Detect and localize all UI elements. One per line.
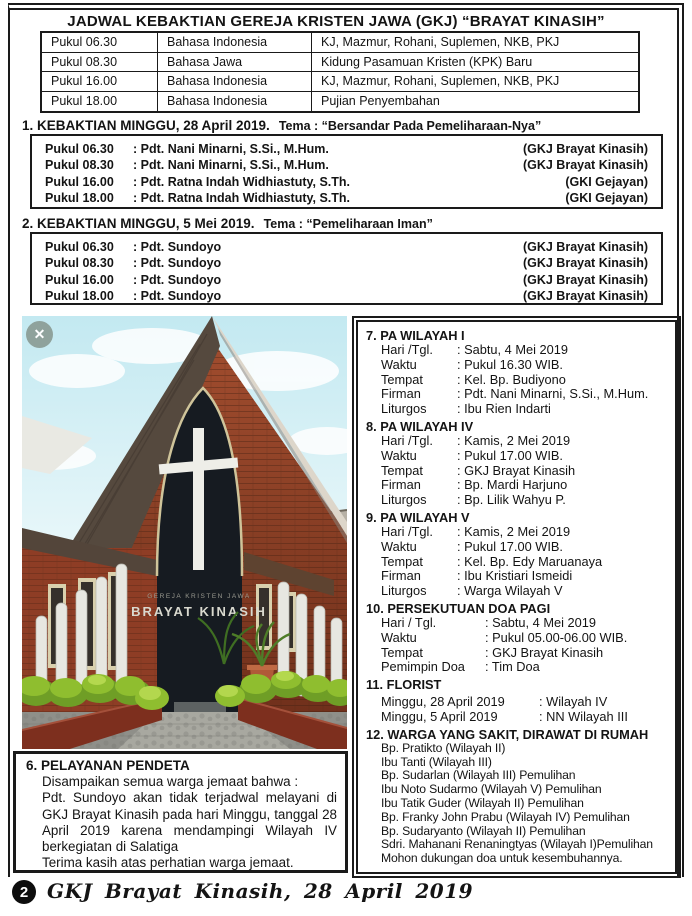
- sign-line2: BRAYAT KINASIH: [131, 604, 267, 619]
- table-cell-time: Pukul 08.30: [42, 53, 158, 73]
- church-photo-illustration: [22, 316, 347, 749]
- detail-row: Minggu, 28 April 2019 : Wilayah IV: [381, 694, 608, 710]
- section2-box: [30, 232, 663, 305]
- sick-person: Ibu Tanti (Wilayah III): [381, 754, 492, 769]
- section1-heading: [22, 117, 541, 135]
- table-cell-language: Bahasa Indonesia: [158, 72, 312, 92]
- section6-body: [42, 774, 337, 872]
- detail-row: Minggu, 5 April 2019 : NN Wilayah III: [381, 708, 628, 724]
- detail-row: Liturgos : Ibu Rien Indarti: [381, 401, 551, 417]
- section2-title: 2. KEBAKTIAN MINGGU, 5 Mei 2019.: [22, 216, 255, 231]
- prayer-request: Mohon dukungan doa untuk kesembuhannya.: [381, 851, 623, 866]
- section-persekutuan-doa-pagi: 10. PERSEKUTUAN DOA PAGI Hari / Tgl. : Sabtu, 4 Mei 2019 Waktu : Pukul 05.00-06.00 WIB. Tempat : GKJ Brayat Kinasih Pemimpin Doa : Tim Doa: [363, 601, 672, 675]
- section-warga-sakit: 12. WARGA YANG SAKIT, DIRAWAT DI RUMAH Bp. Pratikto (Wilayah II) Ibu Tanti (Wilayah III) Bp. Sudarlan (Wilayah III) Pemulihan Ibu Noto Sudarmo (Wilayah V) Pemulihan Ibu Tatik Guder (Wilayah II) Pemulihan Bp. Franky John Prabu (Wilayah IV) Pemulihan Bp. Sudaryanto (Wilayah II) Pemulihan Sdri. Mahanani Renaningtyas (Wilayah I)Pemulihan Mohon dukungan doa untuk kesembuhannya.: [363, 727, 672, 866]
- section-florist: 11. FLORIST Minggu, 28 April 2019 : Wilayah IV Minggu, 5 April 2019 : NN Wilayah III: [363, 677, 672, 725]
- service-row: Pukul 06.30 : Pdt. Nani Minarni, S.Si., M.Hum. (GKJ Brayat Kinasih): [45, 142, 648, 156]
- detail-row: Firman : Ibu Kristiari Ismeidi: [381, 568, 573, 584]
- detail-row: Waktu : Pukul 17.00 WIB.: [381, 538, 563, 554]
- section2-heading: [22, 215, 433, 233]
- detail-row: Tempat : GKJ Brayat Kinasih: [381, 644, 604, 660]
- section6-line3: Terima kasih atas perhatian warga jemaat.: [42, 855, 294, 871]
- table-cell-songs: KJ, Mazmur, Rohani, Suplemen, NKB, PKJ: [312, 72, 638, 92]
- detail-row: Tempat : Kel. Bp. Budiyono: [381, 371, 566, 387]
- service-schedule-table: [40, 31, 640, 113]
- service-row: Pukul 16.00 : Pdt. Ratna Indah Widhiastuty, S.Th. (GKI Gejayan): [45, 174, 648, 189]
- detail-row: Hari / Tgl. : Sabtu, 4 Mei 2019: [381, 614, 596, 630]
- service-row: Pukul 18.00 : Pdt. Sundoyo (GKJ Brayat Kinasih): [45, 288, 648, 303]
- detail-row: Hari /Tgl. : Sabtu, 4 Mei 2019: [381, 342, 568, 357]
- table-cell-time: Pukul 18.00: [42, 92, 158, 112]
- section6-heading: 6. PELAYANAN PENDETA: [26, 758, 190, 773]
- table-cell-time: Pukul 06.30: [42, 33, 158, 53]
- detail-row: Firman : Pdt. Nani Minarni, S.Si., M.Hum.: [381, 386, 649, 402]
- section1-box: [30, 134, 663, 209]
- sick-person: Ibu Noto Sudarmo (Wilayah V) Pemulihan: [381, 782, 602, 797]
- detail-row: Waktu : Pukul 17.00 WIB.: [381, 447, 563, 463]
- section1-theme: Tema : “Bersandar Pada Pemeliharaan-Nya”: [278, 119, 542, 133]
- detail-row: Tempat : GKJ Brayat Kinasih: [381, 462, 576, 478]
- table-cell-language: Bahasa Indonesia: [158, 33, 312, 53]
- close-icon[interactable]: ✕: [26, 321, 53, 348]
- table-cell-songs: Pujian Penyembahan: [321, 93, 440, 108]
- detail-row: Pemimpin Doa : Tim Doa: [381, 659, 540, 675]
- detail-row: Hari /Tgl. : Kamis, 2 Mei 2019: [381, 432, 571, 448]
- announcements-box: [352, 316, 681, 878]
- detail-row: Liturgos : Warga Wilayah V: [381, 583, 563, 599]
- sick-person: Sdri. Mahanani Renaningtyas (Wilayah I)Pemulihan: [381, 837, 653, 852]
- service-row: Pukul 16.00 : Pdt. Sundoyo (GKJ Brayat Kinasih): [45, 272, 648, 287]
- page-title: JADWAL KEBAKTIAN GEREJA KRISTEN JAWA (GKJ) “BRAYAT KINASIH”: [67, 13, 605, 30]
- section2-theme: Tema : “Pemeliharaan Iman”: [263, 217, 433, 231]
- section6-line1: Disampaikan semua warga jemaat bahwa :: [42, 774, 299, 789]
- footer-title: GKJ Brayat Kinasih, 28 April 2019: [47, 879, 474, 903]
- section-pa-wilayah-4: 8. PA WILAYAH IV Hari /Tgl. : Kamis, 2 Mei 2019 Waktu : Pukul 17.00 WIB. Tempat : GKJ Brayat Kinasih Firman : Bp. Mardi Harjuno Liturgos : Bp. Lilik Wahyu P.: [363, 419, 672, 508]
- section6-box: [13, 751, 348, 873]
- table-cell-songs: KJ, Mazmur, Rohani, Suplemen, NKB, PKJ: [312, 33, 638, 53]
- sign-line1: GEREJA KRISTEN JAWA: [147, 593, 251, 600]
- detail-row: Waktu : Pukul 16.30 WIB.: [381, 356, 563, 372]
- detail-row: Tempat : Kel. Bp. Edy Maruanaya: [381, 553, 603, 569]
- detail-row: Hari /Tgl. : Kamis, 2 Mei 2019: [381, 523, 571, 539]
- table-cell-language: Bahasa Jawa: [158, 53, 312, 73]
- service-row: Pukul 06.30 : Pdt. Sundoyo (GKJ Brayat Kinasih): [45, 240, 648, 254]
- sick-person: Bp. Sudaryanto (Wilayah II) Pemulihan: [381, 823, 586, 838]
- table-cell-language: Bahasa Indonesia: [158, 92, 312, 112]
- detail-row: Liturgos : Bp. Lilik Wahyu P.: [381, 492, 566, 508]
- section-pa-wilayah-1: 7. PA WILAYAH I Hari /Tgl. : Sabtu, 4 Mei 2019 Waktu : Pukul 16.30 WIB. Tempat : Kel. Bp. Budiyono Firman : Pdt. Nani Minarni, S.Si., M.Hum. Liturgos : Ibu Rien Indarti: [363, 328, 672, 417]
- detail-row: Firman : Bp. Mardi Harjuno: [381, 477, 568, 493]
- section-pa-wilayah-5: 9. PA WILAYAH V Hari /Tgl. : Kamis, 2 Mei 2019 Waktu : Pukul 17.00 WIB. Tempat : Kel. Bp. Edy Maruanaya Firman : Ibu Kristiari Ismeidi Liturgos : Warga Wilayah V: [363, 510, 672, 599]
- service-row: Pukul 08.30 : Pdt. Nani Minarni, S.Si., M.Hum. (GKJ Brayat Kinasih): [45, 158, 648, 173]
- sick-person: Bp. Franky John Prabu (Wilayah IV) Pemulihan: [381, 809, 630, 824]
- sick-person: Ibu Tatik Guder (Wilayah II) Pemulihan: [381, 795, 584, 810]
- table-cell-songs: Kidung Pasamuan Kristen (KPK) Baru: [312, 53, 638, 73]
- church-photo: [22, 316, 347, 749]
- section6-paragraph: Pdt. Sundoyo akan tidak terjadwal melayani di GKJ Brayat Kinasih pada hari Minggu, tanggal 28 April 2019 karena mendampingi Wilayah IV berkegiatan di Salatiga: [42, 790, 337, 855]
- sick-person: Bp. Sudarlan (Wilayah III) Pemulihan: [381, 768, 576, 783]
- table-cell-time: Pukul 16.00: [42, 72, 158, 92]
- section1-title: 1. KEBAKTIAN MINGGU, 28 April 2019.: [22, 118, 270, 133]
- sick-person: Bp. Pratikto (Wilayah II): [381, 740, 506, 755]
- service-row: Pukul 08.30 : Pdt. Sundoyo (GKJ Brayat Kinasih): [45, 256, 648, 271]
- service-row: Pukul 18.00 : Pdt. Ratna Indah Widhiastuty, S.Th. (GKI Gejayan): [45, 190, 648, 205]
- page-number-badge: 2: [12, 880, 36, 904]
- detail-row: Waktu : Pukul 05.00-06.00 WIB.: [381, 629, 628, 645]
